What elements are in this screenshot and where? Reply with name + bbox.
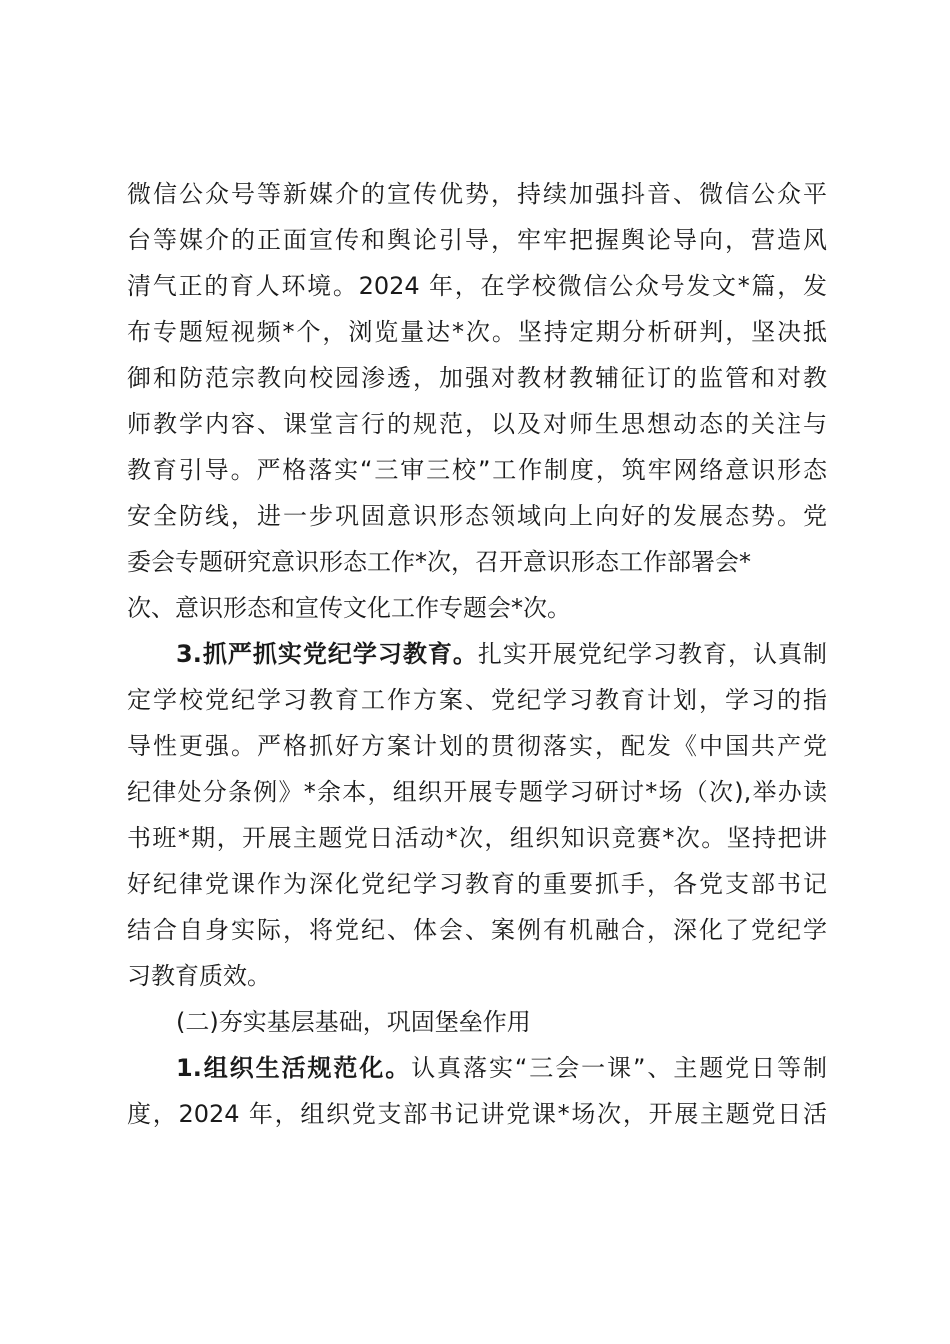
paragraph-line: 委会专题研究意识形态工作*次，召开意识形态工作部署会* <box>127 548 751 576</box>
paragraph-line: 导性更强。严格抓好方案计划的贯彻落实，配发《中国共产党 <box>127 732 827 760</box>
paragraph-line: 习教育质效。 <box>127 962 271 990</box>
section-3-heading: 3.抓严抓实党纪学习教育。 <box>176 640 478 668</box>
paragraph-line: 安全防线，进一步巩固意识形态领域向上向好的发展态势。党 <box>127 502 827 530</box>
paragraph-line: 御和防范宗教向校园渗透，加强对教材教辅征订的监管和对教 <box>127 364 827 392</box>
paragraph-line: 教育引导。严格落实“三审三校”工作制度，筑牢网络意识形态 <box>127 456 827 484</box>
paragraph-line: 台等媒介的正面宣传和舆论引导，牢牢把握舆论导向，营造风 <box>127 226 827 254</box>
paragraph-line: 次、意识形态和宣传文化工作专题会*次。 <box>127 594 571 622</box>
section-1-first-line <box>176 1045 827 1091</box>
section-1-first-text: 认真落实“三会一课”、主题党日等制 <box>411 1054 827 1082</box>
paragraph-line: 微信公众号等新媒介的宣传优势，持续加强抖音、微信公众平 <box>127 180 827 208</box>
paragraph-line: 好纪律党课作为深化党纪学习教育的重要抓手，各党支部书记 <box>127 870 827 898</box>
section-3-first-line <box>176 631 827 677</box>
paragraph-line: 师教学内容、课堂言行的规范，以及对师生思想动态的关注与 <box>127 410 827 438</box>
paragraph-line: 结合自身实际，将党纪、体会、案例有机融合，深化了党纪学 <box>127 916 827 944</box>
paragraph-line: 书班*期，开展主题党日活动*次，组织知识竞赛*次。坚持把讲 <box>127 824 827 852</box>
section-3-first-text: 扎实开展党纪学习教育，认真制 <box>477 640 827 668</box>
paragraph-line: 定学校党纪学习教育工作方案、党纪学习教育计划，学习的指 <box>127 686 827 714</box>
paragraph-line: 清气正的育人环境。2024 年，在学校微信公众号发文*篇，发 <box>127 272 827 300</box>
section-1-heading: 1.组织生活规范化。 <box>176 1054 412 1082</box>
paragraph-line: 度，2024 年，组织党支部书记讲党课*场次，开展主题党日活 <box>127 1100 827 1128</box>
paragraph-line: 布专题短视频*个，浏览量达*次。坚持定期分析研判，坚决抵 <box>127 318 827 346</box>
section-two-heading: (二)夯实基层基础，巩固堡垒作用 <box>176 1008 531 1036</box>
paragraph-line: 纪律处分条例》*余本，组织开展专题学习研讨*场（次),举办读 <box>127 778 827 806</box>
